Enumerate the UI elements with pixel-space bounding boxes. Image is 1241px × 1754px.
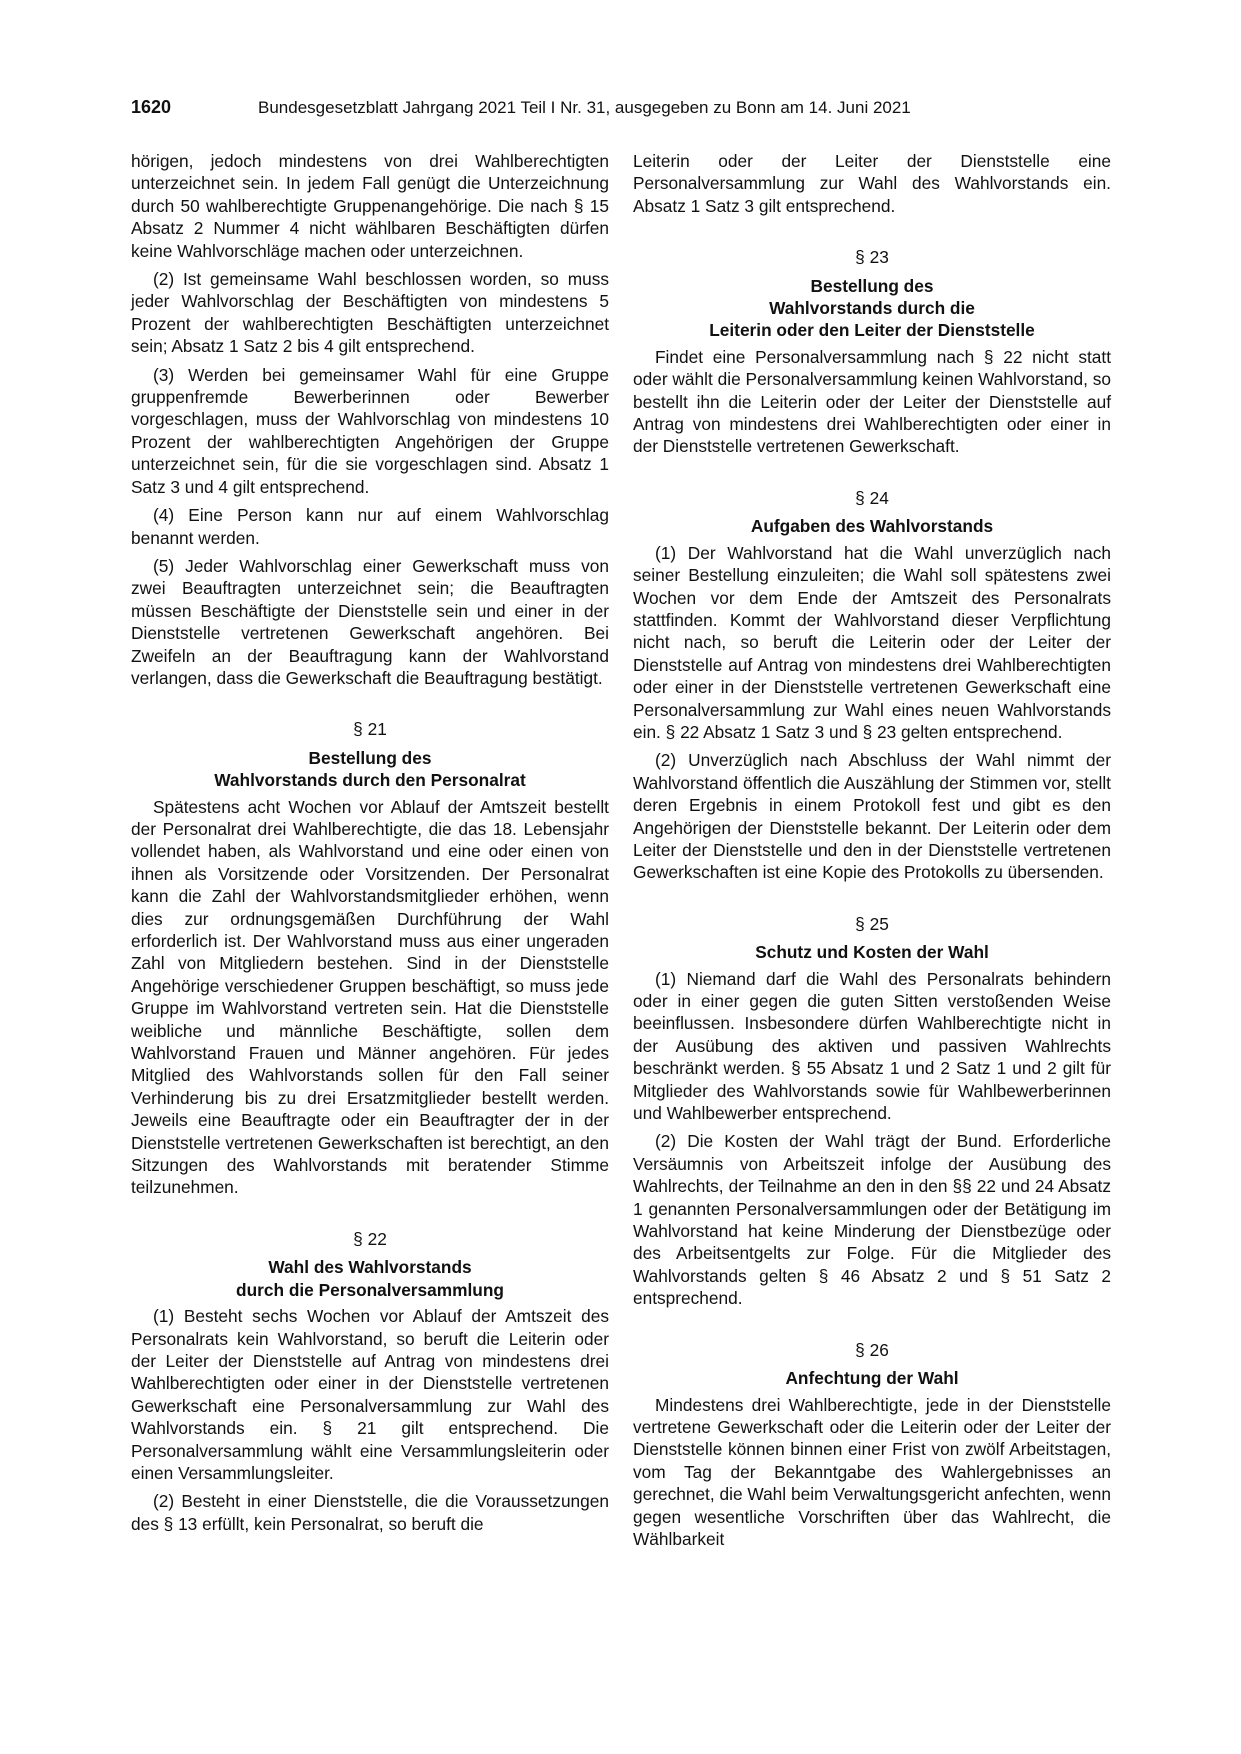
section-title-line: Wahlvorstands durch den Personalrat: [214, 770, 526, 791]
section-title: [131, 1256, 609, 1301]
paragraph: (1) Niemand darf die Wahl des Personalrats behindern oder in einer gegen die guten Sitten verstoßenden Weise beeinflussen. Insbesondere dürfen Wahlberechtigte nicht in der Ausübung des aktiven und passiven Wahlrechts beschränkt werden. § 55 Absatz 1 und 2 Satz 1 und 2 gilt für Mitglieder des Wahlvorstands sowie für Wahlbewerberinnen und Wahlbewerber entsprechend.: [633, 968, 1111, 1124]
section-number: § 24: [855, 487, 889, 508]
section-title-line: Bestellung des: [810, 275, 934, 296]
section-title-line: Wahl des Wahlvorstands: [268, 1257, 472, 1278]
section-title: [131, 747, 609, 792]
page-number: 1620: [131, 97, 172, 117]
section-title-line: Bestellung des: [308, 747, 432, 768]
paragraph: (2) Besteht in einer Dienststelle, die die Voraussetzungen des § 13 erfüllt, kein Personalrat, so beruft die: [131, 1491, 609, 1534]
paragraph: (1) Der Wahlvorstand hat die Wahl unverzüglich nach seiner Bestellung einzuleiten; die Wahl soll spätestens zwei Wochen vor dem Ende der Amtszeit des Personalrats stattfinden. Kommt der Wahlvorstand dieser Verpflichtung nicht nach, so beruft die Leiterin oder der Leiter der Dienststelle auf Antrag von mindestens drei Wahlberechtigten oder einer in der Dienststelle vertretenen Gewerkschaft eine Personalversammlung zur Wahl eines neuen Wahlvorstands ein. § 22 Absatz 1 Satz 3 und § 23 gelten entsprechend.: [633, 542, 1111, 742]
section-title: Aufgaben des Wahlvorstands: [750, 516, 994, 537]
paragraph: (2) Ist gemeinsame Wahl beschlossen worden, so muss jeder Wahlvorschlag der Beschäftigten von mindestens 5 Prozent der wahlberechtigten Beschäftigten unterzeichnet sein; Absatz 1 Satz 2 bis 4 gilt entsprechend.: [131, 269, 609, 357]
paragraph: Findet eine Personalversammlung nach § 22 nicht statt oder wählt die Personalversammlung keinen Wahlvorstand, so bestellt ihn die Leiterin oder der Leiter der Dienststelle auf Antrag von mindestens drei Wahlberechtigten oder einer in der Dienststelle vertretenen Gewerkschaft.: [633, 346, 1111, 457]
section-number: § 25: [855, 913, 889, 934]
section-number: § 22: [353, 1228, 387, 1249]
section-title: Schutz und Kosten der Wahl: [755, 942, 989, 963]
paragraph-continuation: Leiterin oder der Leiter der Dienststelle eine Personalversammlung zur Wahl des Wahlvorstands ein. Absatz 1 Satz 3 gilt entsprechend.: [633, 151, 1111, 216]
section-number: § 21: [353, 719, 387, 740]
paragraph: (2) Die Kosten der Wahl trägt der Bund. Erforderliche Versäumnis von Arbeitszeit infolge der Ausübung des Wahlrechts, der Teilnahme an den in den §§ 22 und 24 Absatz 1 genannten Personalversammlungen oder der Betätigung im Wahlvorstand hat keine Minderung der Dienstbezüge oder des Arbeitsentgelts zur Folge. Für die Mitglieder des Wahlvorstands gelten § 46 Absatz 2 und § 51 Satz 2 entsprechend.: [633, 1131, 1111, 1309]
paragraph: (1) Besteht sechs Wochen vor Ablauf der Amtszeit des Personalrats kein Wahlvorstand, so beruft die Leiterin oder der Leiter der Dienststelle auf Antrag von mindestens drei Wahlberechtigten oder einer in der Dienststelle vertretenen Gewerkschaft eine Personalversammlung zur Wahl des Wahlvorstands ein. § 21 gilt entsprechend. Die Personalversammlung wählt eine Versammlungsleiterin oder einen Versammlungsleiter.: [131, 1306, 609, 1483]
paragraph: (3) Werden bei gemeinsamer Wahl für eine Gruppe gruppenfremde Bewerberinnen oder Bewerber vorgeschlagen, muss der Wahlvorschlag von mindestens 10 Prozent der wahlberechtigten Angehörigen der Gruppe unterzeichnet sein, für die sie vorgeschlagen sind. Absatz 1 Satz 3 und 4 gilt entsprechend.: [131, 364, 609, 497]
paragraph: Spätestens acht Wochen vor Ablauf der Amtszeit bestellt der Personalrat drei Wahlberechtigte, die das 18. Lebensjahr vollendet haben, als Wahlvorstand und eine oder einen von ihnen als Vorsitzende oder Vorsitzenden. Der Personalrat kann die Zahl der Wahlvorstandsmitglieder erhöhen, wenn dies zur ordnungsgemäßen Durchführung der Wahl erforderlich ist. Der Wahlvorstand muss aus einer ungeraden Zahl von Mitgliedern bestehen. Sind in der Dienststelle Angehörige verschiedener Gruppen beschäftigt, so muss jede Gruppe im Wahlvorstand vertreten sein. Hat die Dienststelle weibliche und männliche Beschäftigte, sollen dem Wahlvorstand Frauen und Männer angehören. Für jedes Mitglied des Wahlvorstands sollen für den Fall seiner Verhinderung bis zu drei Ersatzmitglieder bestellt werden. Jeweils eine Beauftragte oder ein Beauftragter der in der Dienststelle vertretenen Gewerkschaften ist berechtigt, an den Sitzungen des Wahlvorstands mit beratender Stimme teilzunehmen.: [131, 796, 609, 1198]
section-number: § 26: [855, 1339, 889, 1360]
section-title-line: Leiterin oder den Leiter der Dienststelle: [709, 320, 1035, 341]
page-header: [131, 97, 1111, 129]
paragraph-continuation: hörigen, jedoch mindestens von drei Wahlberechtigten unterzeichnet sein. In jedem Fall genügt die Unterzeichnung durch 50 wahlberechtigte Gruppenangehörige. Die nach § 15 Absatz 2 Nummer 4 nicht wählbaren Beschäftigten dürfen keine Wahlvorschläge machen oder unterzeichnen.: [131, 151, 609, 261]
paragraph: (2) Unverzüglich nach Abschluss der Wahl nimmt der Wahlvorstand öffentlich die Auszählung der Stimmen vor, stellt deren Ergebnis in einem Protokoll fest und gibt es den Angehörigen der Dienststelle bekannt. Der Leiterin oder dem Leiter der Dienststelle und den in der Dienststelle vertretenen Gewerkschaften ist eine Kopie des Protokolls zu übersenden.: [633, 750, 1111, 883]
left-column: [131, 150, 609, 1541]
section-title: Anfechtung der Wahl: [785, 1368, 959, 1389]
paragraph: (5) Jeder Wahlvorschlag einer Gewerkschaft muss von zwei Beauftragten unterzeichnet sein; die Beauftragten müssen Beschäftigte der Dienststelle sein und einer in der Dienststelle vertretenen Gewerkschaft angehören. Bei Zweifeln an der Beauftragung kann der Wahlvorstand verlangen, dass die Gewerkschaft die Beauftragung bestätigt.: [131, 555, 609, 688]
gazette-title: Bundesgesetzblatt Jahrgang 2021 Teil I Nr. 31, ausgegeben zu Bonn am 14. Juni 2021: [258, 98, 911, 117]
section-number: § 23: [855, 247, 889, 268]
right-column: [633, 150, 1111, 1556]
section-title-line: durch die Personalversammlung: [236, 1279, 504, 1300]
section-title-line: Wahlvorstands durch die: [769, 298, 975, 319]
paragraph: Mindestens drei Wahlberechtigte, jede in der Dienststelle vertretene Gewerkschaft oder die Leiterin oder der Leiter der Dienststelle können binnen einer Frist von zwölf Arbeitstagen, vom Tag der Bekanntgabe des Wahlergebnisses an gerechnet, die Wahl beim Verwaltungsgericht anfechten, wenn gegen wesentliche Vorschriften über das Wahlrecht, die Wählbarkeit: [633, 1394, 1111, 1549]
section-title: [633, 275, 1111, 342]
paragraph: (4) Eine Person kann nur auf einem Wahlvorschlag benannt werden.: [131, 505, 609, 548]
